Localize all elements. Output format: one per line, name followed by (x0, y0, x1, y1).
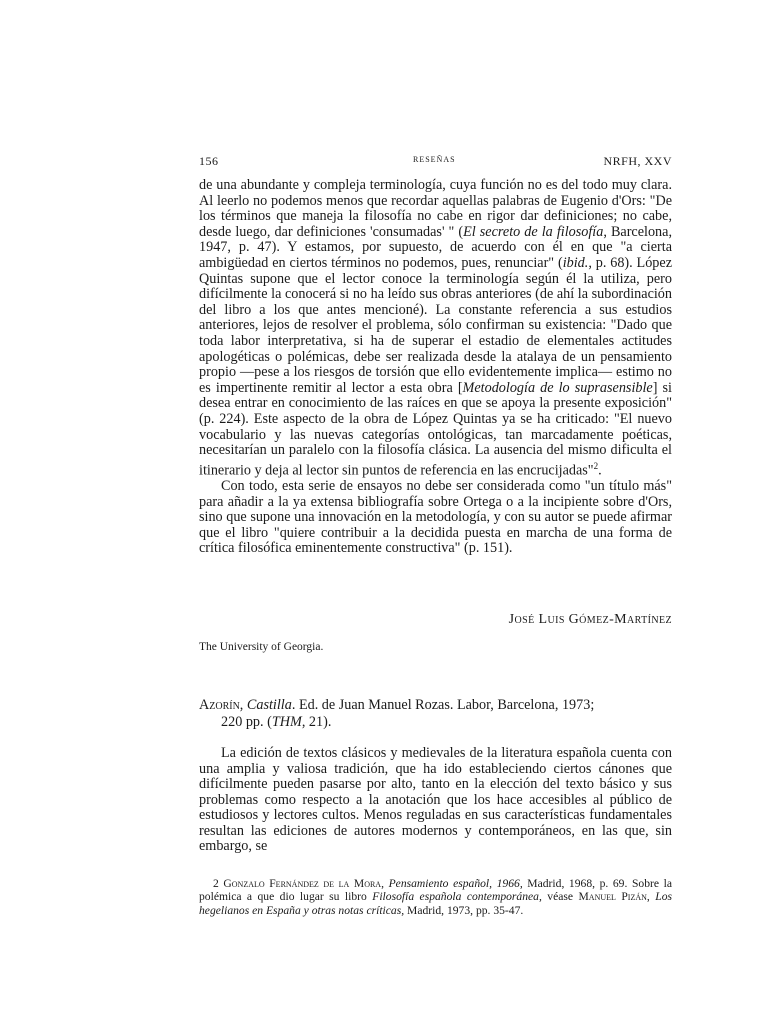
book-author: Azorín, (199, 697, 244, 713)
footnote-marker[interactable]: 2 (593, 460, 599, 471)
ibid-abbrev: ibid. (562, 254, 589, 271)
text-run: Madrid, 1968, p. 69. Sobre la polémica a que dio lugar su libro (199, 877, 672, 904)
footnote-author: Manuel Pizán, (578, 890, 650, 904)
cited-title: Metodología de lo suprasensible (462, 379, 653, 396)
book-details: 220 pp. ( (221, 714, 272, 730)
section-title: RESEÑAS (413, 155, 456, 164)
running-header (199, 154, 672, 170)
review-heading (199, 697, 672, 731)
review-paragraph: La edición de textos clásicos y medievales de la literatura española cuenta con una amplia y valiosa tradición, que ha ido estableciendo ciertos cánones que difícilmente pueden pasarse por alto, tanto en la elección del texto básico y sus problemas como respecto a la anotación que los hace accesibles al público de estudiosos y lectores cultos. Menos reguladas en sus características fundamentales resultan las ediciones de autores modernos y contemporáneos, en las que, sin embargo, se (199, 745, 672, 854)
series-name: THM (271, 714, 302, 730)
footnote-number: 2 (213, 877, 219, 890)
journal-citation: NRFH, XXV (603, 154, 672, 168)
reviewer-affiliation: The University of Georgia. (199, 641, 324, 653)
book-details: , 21). (301, 714, 332, 730)
text-run: Madrid, 1973, pp. 35-47. (404, 903, 524, 917)
paragraph: Con todo, esta serie de ensayos no debe ser considerada como "un título más" para añadir a la ya extensa bibliografía sobre Ortega o a la incipiente sobre d'Ors, sino que supone una innovación en la metodología, y con su autor se puede afirmar que el libro "quiere contribuir a la decidida puesta en marcha de una forma de crítica filosófica eminentemente constructiva" (p. 151). (199, 478, 672, 557)
review-heading-line-1 (199, 697, 672, 714)
text-run: véase (541, 890, 579, 904)
text-run: , p. 68). López Quintas supone que el lector conoce la terminología según él la utiliza, pero difícilmente la conocerá si no ha leído sus obras anteriores (de ahí la subordinación del libro a los que antes mencioné). La constante referencia a sus estudios anteriores, lejos de resolver el problema, sólo confirman su existencia: "Dado que toda labor interpretativa, si ha de superar el estadio de elementales actitudes apologéticas o polémicas, debe ser realizada desde la atalaya de un pensamiento propio —pese a los riesgos de torsión que ello evidentemente implica— estimo no es impertinente remitir al lector a esta obra [ (199, 254, 672, 396)
footnote (199, 877, 672, 917)
text-run: . (598, 462, 602, 479)
paragraph-continuation (199, 178, 672, 479)
footnote-title: Filosofía española contemporánea, (372, 890, 542, 904)
book-title: Castilla (246, 697, 292, 713)
text-run: , Barcelona, 1947, p. 47). Y estamos, por supuesto, de acuerdo con él en que "a cierta ambigüedad en ciertos términos no podemos, pues, renunciar" ( (199, 223, 672, 271)
footnote-title: Los hegelianos en España y otras notas críticas, (199, 890, 673, 917)
review-heading-line-2 (199, 714, 672, 731)
text-run: ] si desea entrar en conocimiento de las raíces en que se apoya la presente exposición" (p. 224). Este aspecto de la obra de López Quintas ya se ha criticado: "El nuevo vocabulario y las nuevas categorías ontológicas, tan marcadamente poéticas, necesitarían un paralelo con la filosofía clásica. La ausencia del mismo dificulta el itinerario y deja al lector sin puntos de referencia en las encrucijadas" (199, 379, 672, 479)
page-number: 156 (199, 154, 219, 168)
footnote-text (199, 877, 672, 917)
text-run: de una abundante y compleja terminología, cuya función no es del todo muy clara. Al leerlo no podemos menos que recordar aquellas palabras de Eugenio d'Ors: "De los términos que maneja la filosofía no cabe en rigor dar definiciones; no cabe, desde luego, dar definiciones 'consumadas' " ( (199, 177, 672, 240)
footnote-title: Pensamiento español, 1966, (388, 877, 523, 890)
reviewer-signature: José Luis Gómez-Martínez (508, 612, 672, 627)
book-details: . Ed. de Juan Manuel Rozas. Labor, Barcelona, 1973; (291, 697, 595, 713)
footnote-author: Gonzalo Fernández de la Mora, (223, 877, 384, 890)
cited-title: El secreto de la filosofía (463, 223, 604, 240)
review-body (199, 178, 672, 557)
